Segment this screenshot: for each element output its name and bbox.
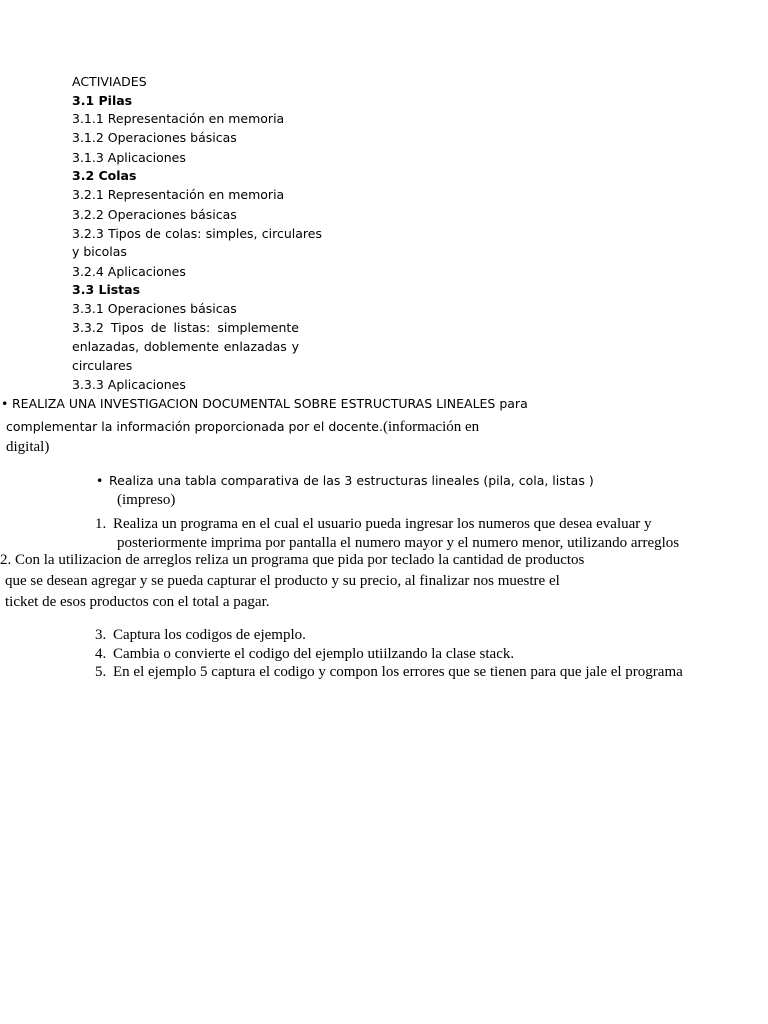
- section-3-2-1: 3.2.1 Representación en memoria: [72, 187, 285, 202]
- item-2-line2: que se desean agregar y se pueda capturar el producto y su precio, al finalizar nos muestre el: [5, 573, 560, 589]
- outline-title: ACTIVIADES: [72, 74, 147, 89]
- section-3-2-heading: 3.2 Colas: [72, 168, 137, 183]
- activity-1-line2-text: complementar la información proporcionada por el docente.: [6, 419, 383, 434]
- activity-1-line3: digital): [6, 439, 50, 455]
- activity-2-line2: (impreso): [117, 492, 176, 508]
- section-3-2-4: 3.2.4 Aplicaciones: [72, 264, 186, 279]
- item-1-line1: Realiza un programa en el cual el usuario pueda ingresar los numeros que desea evaluar y: [113, 516, 652, 532]
- section-3-2-3-line1: 3.2.3 Tipos de colas: simples, circulares: [72, 226, 322, 241]
- activity-1-line2-note: (información en: [382, 419, 480, 435]
- section-3-3-2-line3: circulares: [72, 358, 133, 373]
- item-4-number: 4.: [95, 646, 107, 662]
- item-1-line2: posteriormente imprima por pantalla el numero mayor y el numero menor, utilizando arreglos: [117, 535, 680, 551]
- activity-1-line1: REALIZA UNA INVESTIGACION DOCUMENTAL SOBRE ESTRUCTURAS LINEALES para: [12, 396, 528, 411]
- item-4-text: Cambia o convierte el codigo del ejemplo utiilzando la clase stack.: [113, 646, 515, 662]
- item-1-number: 1.: [95, 516, 107, 532]
- item-3-text: Captura los codigos de ejemplo.: [113, 627, 306, 643]
- section-3-3-3: 3.3.3 Aplicaciones: [72, 377, 186, 392]
- item-3-number: 3.: [95, 627, 107, 643]
- item-5-number: 5.: [95, 664, 107, 680]
- section-3-2-3-line2: y bicolas: [72, 244, 127, 259]
- section-3-3-heading: 3.3 Listas: [72, 282, 141, 297]
- section-3-1-1: 3.1.1 Representación en memoria: [72, 111, 285, 126]
- activity-2-bullet: •: [96, 473, 104, 488]
- item-2-line3: ticket de esos productos con el total a pagar.: [5, 594, 270, 610]
- item-2-line1: 2. Con la utilizacion de arreglos reliza un programa que pida por teclado la cantidad de productos: [0, 552, 585, 568]
- item-5-text: En el ejemplo 5 captura el codigo y compon los errores que se tienen para que jale el programa: [113, 664, 683, 680]
- activity-1-line2: [6, 419, 479, 435]
- section-3-3-1: 3.3.1 Operaciones básicas: [72, 301, 237, 316]
- section-3-3-2-line1: 3.3.2 Tipos de listas: simplemente: [72, 320, 299, 335]
- section-3-2-2: 3.2.2 Operaciones básicas: [72, 207, 237, 222]
- section-3-1-2: 3.1.2 Operaciones básicas: [72, 130, 237, 145]
- section-3-3-2-line2: enlazadas, doblemente enlazadas y: [72, 339, 299, 354]
- activity-1-bullet: •: [1, 396, 9, 411]
- activity-2-line1: Realiza una tabla comparativa de las 3 estructuras lineales (pila, cola, listas ): [109, 473, 594, 488]
- section-3-1-heading: 3.1 Pilas: [72, 93, 133, 108]
- section-3-1-3: 3.1.3 Aplicaciones: [72, 150, 186, 165]
